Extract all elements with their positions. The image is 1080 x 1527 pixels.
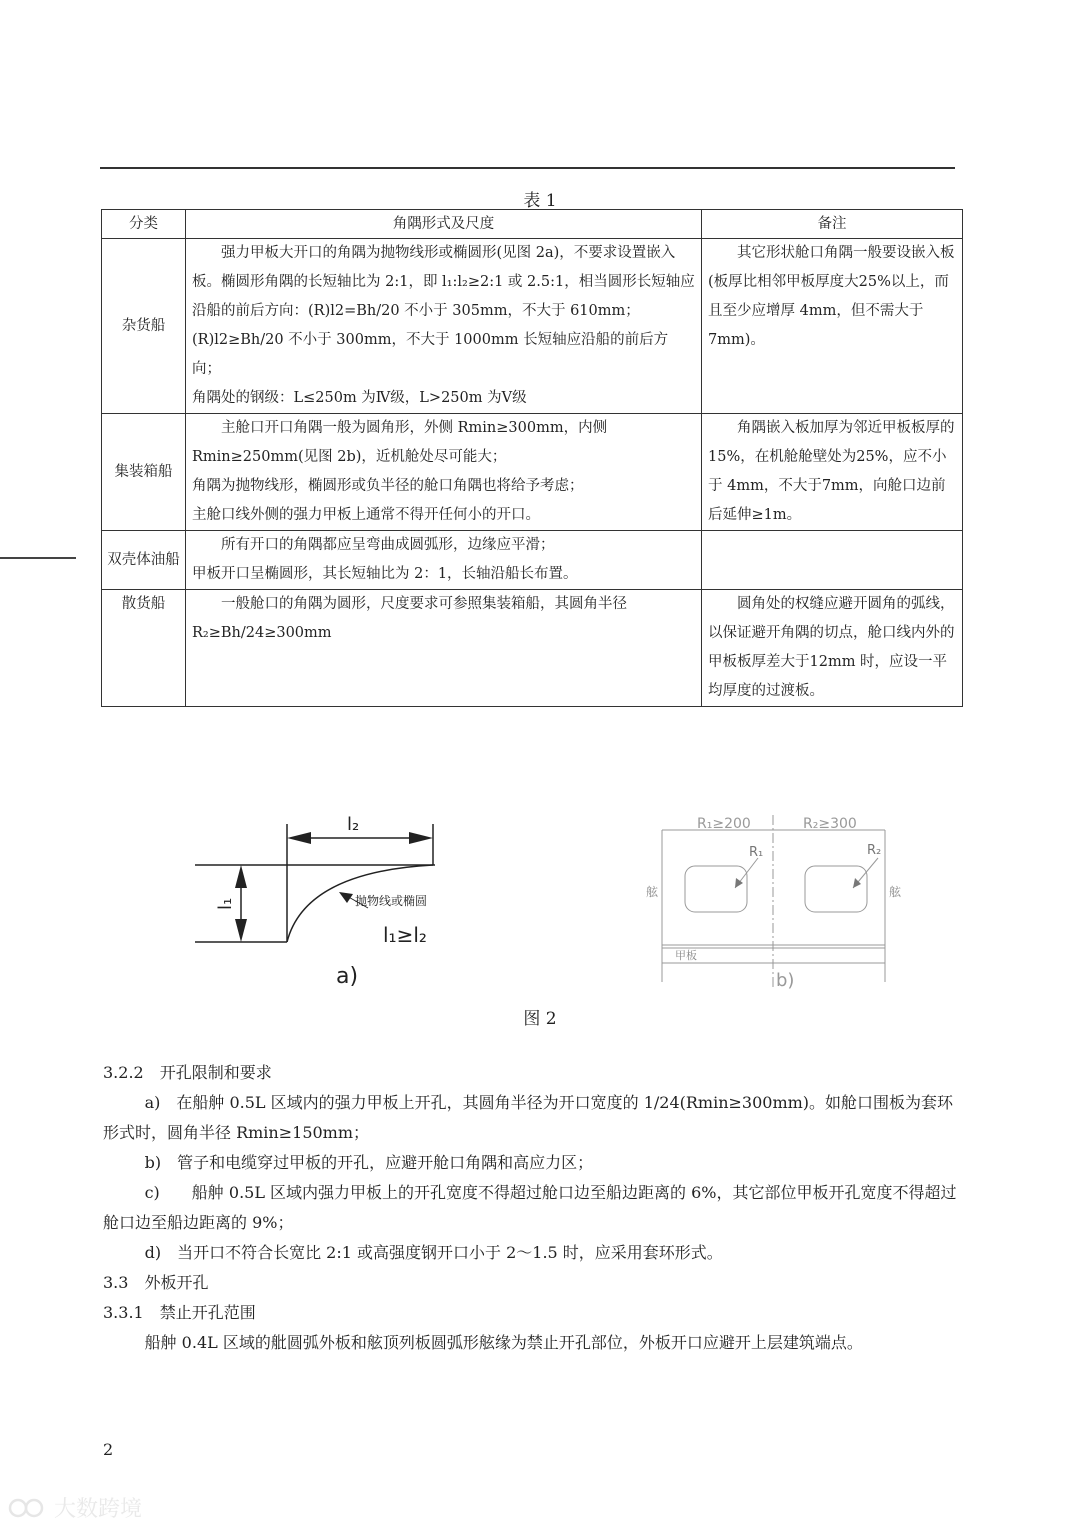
fig-b-r1: R₁ (749, 845, 764, 860)
figure-caption: 图 2 (523, 1009, 557, 1029)
fig-b-right-side: 舷 (889, 885, 902, 899)
form-line: 角隅为抛物线形，椭圆形或负半径的舱口角隅也将给予考虑； (192, 478, 584, 494)
margin-mark (0, 557, 76, 559)
fig-a-curve-note: 抛物线或椭圆 (355, 894, 428, 908)
row-category: 集装箱船 (102, 414, 186, 531)
fig-b-r1-top: R₁≥200 (697, 816, 751, 832)
table-header-row (102, 210, 963, 239)
row-category: 散货船 (102, 590, 186, 707)
form-line: 所有开口的角隅都应呈弯曲成圆弧形，边缘应平滑； (221, 537, 555, 553)
figure-2a-diagram (195, 800, 455, 1000)
row-form (186, 239, 702, 414)
fig-b-r2: R₂ (867, 843, 882, 858)
header-form: 角隅形式及尺度 (186, 210, 702, 239)
fig-a-l1: l₁ (215, 897, 236, 910)
row-category: 杂货船 (102, 239, 186, 414)
row-note: 其它形状舱口角隅一般要设嵌入板(板厚比相邻甲板厚度大25%以上，而且至少应增厚 4mm，但不需大于 7mm)。 (702, 239, 963, 414)
header-note: 备注 (702, 210, 963, 239)
table-row (102, 531, 963, 590)
form-line: 强力甲板大开口的角隅为抛物线形或椭圆形(见图 2a)，不要求设置嵌入板。椭圆形角隅的长短轴比为 2:1，即 l₁:l₂≥2:1 或 2.5:1，相当圆形长短轴应沿船的前后方向：(R)l2=Bh/20 不小于 305mm，不大于 610mm；(R)l2≥Bh/20 不小于 300mm，不大于 1000mm 长短轴应沿船的前后方向； (192, 245, 695, 377)
paragraph-3-3-1: 船舯 0.4L 区域的舭圆弧外板和舷顶列板圆弧形舷缘为禁止开孔部位，外板开口应避开上层建筑端点。 (144, 1333, 863, 1352)
header-rule (100, 167, 955, 169)
section-heading-3-3-1: 3.3.1 禁止开孔范围 (103, 1303, 256, 1322)
fig-a-l2: l₂ (347, 814, 360, 835)
fig-b-deck: 甲板 (675, 949, 697, 962)
item-a: a) 在船舯 0.5L 区域内的强力甲板上开孔，其圆角半径为开口宽度的 1/24(Rmin≥300mm)。如舱口围板为套环形式时，圆角半径 Rmin≥150mm； (103, 1093, 954, 1142)
form-line: 一般舱口的角隅为圆形，尺度要求可参照集装箱船，其圆角半径 R₂≥Bh/24≥300mm (192, 596, 627, 641)
watermark-logo-icon (8, 1496, 48, 1520)
row-note: 角隅嵌入板加厚为邻近甲板板厚的 15%，在机舱舱壁处为25%，应不小于 4mm，不大于7mm，向舱口边前后延伸≥1m。 (702, 414, 963, 531)
form-line: 主舱口开口角隅一般为圆角形，外侧 Rmin≥300mm，内侧 Rmin≥250mm(见图 2b)，近机舱处尽可能大； (192, 420, 608, 465)
item-d: d) 当开口不符合长宽比 2:1 或高强度钢开口小于 2～1.5 时，应采用套环形式。 (144, 1243, 723, 1262)
fig-a-ratio: l₁≥l₂ (383, 923, 427, 947)
table-caption: 表 1 (523, 191, 557, 211)
corner-table (101, 209, 963, 707)
page-number: 2 (103, 1440, 114, 1459)
watermark (8, 1492, 142, 1523)
row-form (186, 531, 702, 590)
figure-2b-diagram (645, 800, 902, 1000)
section-heading-3-2-2: 3.2.2 开孔限制和要求 (103, 1063, 272, 1082)
row-note: 圆角处的权缝应避开圆角的弧线，以保证避开角隅的切点，舱口线内外的甲板板厚差大于12mm 时，应设一平均厚度的过渡板。 (702, 590, 963, 707)
row-note (702, 531, 963, 590)
fig-a-label: a) (336, 964, 359, 989)
table-row (102, 414, 963, 531)
header-category: 分类 (102, 210, 186, 239)
form-line: 角隅处的钢级：L≤250m 为Ⅳ级，L>250m 为Ⅴ级 (192, 390, 527, 406)
table-row (102, 239, 963, 414)
form-line: 主舱口线外侧的强力甲板上通常不得开任何小的开口。 (192, 507, 540, 523)
body-text (103, 1058, 958, 1358)
row-form (186, 414, 702, 531)
watermark-text: 大数跨境 (54, 1497, 143, 1522)
row-form (186, 590, 702, 707)
section-heading-3-3: 3.3 外板开孔 (103, 1273, 209, 1292)
item-b: b) 管子和电缆穿过甲板的开孔，应避开舱口角隅和高应力区； (144, 1153, 594, 1172)
form-line: 甲板开口呈椭圆形，其长短轴比为 2：1，长轴沿船长布置。 (192, 566, 578, 582)
row-category: 双壳体油船 (102, 531, 186, 590)
fig-b-r2-top: R₂≥300 (803, 816, 857, 832)
fig-b-label: b) (776, 970, 795, 991)
table-row (102, 590, 963, 707)
fig-b-left-side: 舷 (646, 885, 659, 899)
item-c: c) 船舯 0.5L 区域内强力甲板上的开孔宽度不得超过舱口边至船边距离的 6%，其它部位甲板开孔宽度不得超过舱口边至船边距离的 9%； (103, 1183, 957, 1232)
